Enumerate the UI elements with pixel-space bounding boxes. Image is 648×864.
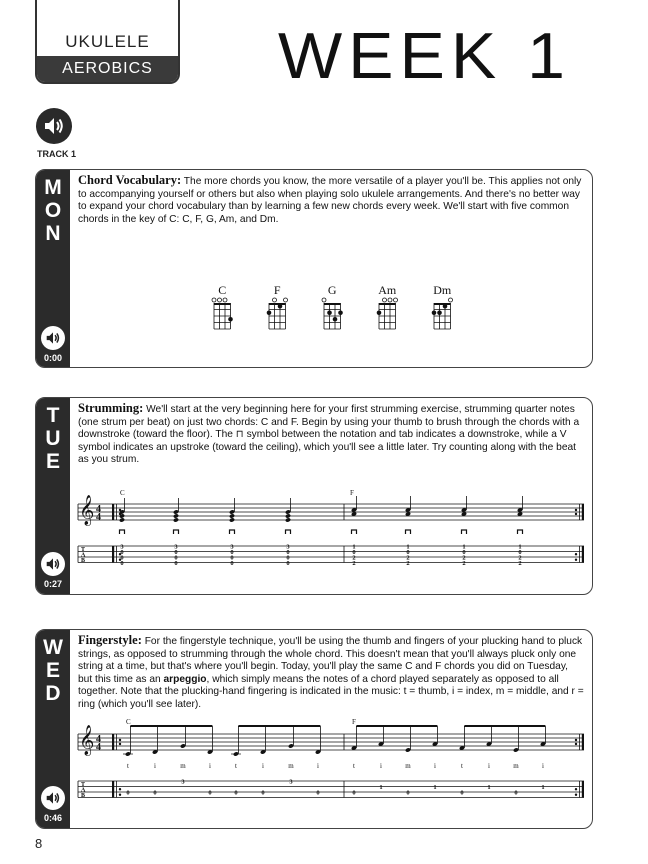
tab-number: 2	[518, 559, 522, 567]
note-head	[285, 517, 291, 522]
day-letters: T U E	[45, 404, 61, 473]
chord-symbol: C	[120, 489, 125, 497]
chord-symbol: C	[126, 718, 131, 726]
day-panel-tue	[35, 397, 593, 595]
fingering-label: t	[235, 762, 237, 770]
repeat-bar	[112, 781, 114, 798]
chord-symbol: F	[350, 489, 354, 497]
open-string-marker	[273, 298, 277, 302]
tab-number: 2	[406, 554, 410, 562]
tue-text: Strumming: We'll start at the very beginning here for your first strumming exercise, strumming quarter notes (one strum per beat) on just two chords: C and F. Begin by using your thumb to brush through the chords with a downstroke (toward the floor). The ⊓ symbol between the notation and tab indicates a downstroke, while a V symbol indicates an upstroke (toward the ceiling), which you'll see a little later. Try counting along with the beat as you strum.	[78, 401, 580, 465]
fingering-label: m	[513, 762, 519, 770]
tab-number: 0	[230, 559, 234, 567]
downstroke-mark	[518, 530, 523, 534]
tab-number: 0	[120, 559, 124, 567]
repeat-dot	[575, 788, 577, 790]
tab-number: 1	[433, 783, 437, 791]
open-string-marker	[394, 298, 398, 302]
treble-clef: 𝄞	[79, 725, 95, 755]
repeat-bar	[582, 781, 584, 798]
track-label: TRACK 1	[37, 149, 77, 159]
fingering-label: i	[262, 762, 264, 770]
downstroke-mark	[286, 530, 291, 534]
tab-number: 0	[316, 789, 320, 797]
note-head	[173, 517, 179, 522]
repeat-bar	[112, 504, 114, 520]
tab-number: 2	[462, 554, 466, 562]
repeat-dot	[119, 739, 121, 741]
page-number: 8	[35, 836, 43, 851]
downstroke-mark	[230, 530, 235, 534]
tab-number: 2	[518, 554, 522, 562]
tab-number: 0	[286, 559, 290, 567]
tab-number: 0	[120, 548, 124, 556]
note-head	[229, 517, 235, 522]
repeat-dot	[575, 553, 577, 555]
tab-number: 0	[153, 789, 157, 797]
note-head	[119, 517, 125, 522]
tab-number: 0	[518, 548, 522, 556]
note-head	[285, 513, 291, 518]
tab-number: 1	[352, 543, 356, 551]
tab-clef: B	[81, 557, 86, 564]
repeat-dot	[575, 559, 577, 561]
repeat-bar	[112, 546, 114, 563]
chord-diagrams	[36, 170, 593, 368]
track-time: 0:46	[43, 813, 62, 823]
tab-number: 0	[208, 789, 212, 797]
fingering-label: i	[209, 762, 211, 770]
downstroke-mark	[174, 530, 179, 534]
tab-number: 0	[174, 554, 178, 562]
tab-number: 0	[230, 548, 234, 556]
tab-number: 0	[286, 548, 290, 556]
finger-dot	[437, 310, 442, 315]
chord-nut	[214, 303, 231, 305]
finger-dot	[443, 304, 448, 309]
time-signature: 4	[96, 512, 101, 523]
repeat-bar	[582, 734, 584, 750]
tab-number: 1	[518, 543, 522, 551]
mon-text: Chord Vocabulary: The more chords you know, the more versatile of a player you'll be. This applies not only to accompanying yourself or others but also when playing solo ukulele arrangements. And there's no better way to expand your chord vocabulary than by learning a few new chords every week. We'll start with five common chords in the key of C: C, F, G, Am, and Dm.	[78, 173, 582, 225]
open-string-marker	[212, 298, 216, 302]
fingering-label: i	[154, 762, 156, 770]
arpeggio-notation	[36, 630, 593, 829]
tab-number: 2	[406, 559, 410, 567]
fingering-label: i	[380, 762, 382, 770]
time-signature: 4	[96, 504, 101, 515]
tab-number: 0	[234, 789, 238, 797]
finger-dot	[228, 317, 233, 322]
brand-top: UKULELE	[65, 32, 150, 51]
repeat-dot	[575, 739, 577, 741]
tab-number: 0	[174, 548, 178, 556]
tab-clef: T	[81, 781, 86, 788]
tab-number: 0	[406, 548, 410, 556]
day-letters: W E D	[43, 636, 63, 705]
fingering-label: m	[288, 762, 294, 770]
open-string-marker	[449, 298, 453, 302]
track-time: 0:27	[43, 579, 62, 589]
open-string-marker	[218, 298, 222, 302]
finger-dot	[267, 310, 272, 315]
chord-nut	[434, 303, 451, 305]
repeat-bar	[112, 734, 114, 750]
chord-nut	[269, 303, 286, 305]
fingering-label: i	[317, 762, 319, 770]
tab-number: 0	[230, 554, 234, 562]
fingering-label: m	[405, 762, 411, 770]
finger-dot	[327, 310, 332, 315]
repeat-dot	[119, 788, 121, 790]
tab-number: 2	[352, 559, 356, 567]
tab-number: 3	[286, 543, 290, 551]
chord-nut	[324, 303, 341, 305]
finger-dot	[377, 310, 382, 315]
tab-number: 0	[261, 789, 265, 797]
tab-number: 0	[462, 548, 466, 556]
chord-label: G	[327, 283, 337, 297]
tab-clef: A	[81, 787, 86, 794]
tab-number: 3	[181, 778, 185, 786]
fingering-label: m	[180, 762, 186, 770]
tab-number: 1	[406, 543, 410, 551]
tab-clef: T	[81, 546, 86, 553]
tab-number: 0	[352, 548, 356, 556]
note-head	[229, 513, 235, 518]
time-signature: 4	[96, 742, 101, 753]
open-string-marker	[284, 298, 288, 302]
repeat-bar	[582, 546, 584, 563]
repeat-dot	[119, 743, 121, 745]
day-letters: M O N	[44, 176, 62, 245]
fingering-label: i	[488, 762, 490, 770]
tab-clef: B	[81, 792, 86, 799]
downstroke-mark	[406, 530, 411, 534]
tab-number: 1	[379, 783, 383, 791]
tab-number: 0	[286, 554, 290, 562]
chord-nut	[379, 303, 396, 305]
chord-label: Dm	[433, 283, 452, 297]
repeat-dot	[575, 509, 577, 511]
tab-number: 0	[514, 789, 518, 797]
open-string-marker	[223, 298, 227, 302]
chord-label: F	[273, 283, 281, 297]
finger-dot	[278, 304, 283, 309]
tab-number: 3	[174, 543, 178, 551]
finger-dot	[338, 310, 343, 315]
finger-dot	[432, 310, 437, 315]
downstroke-mark	[120, 530, 125, 534]
chord-label: C	[218, 283, 227, 297]
open-string-marker	[388, 298, 392, 302]
repeat-dot	[575, 794, 577, 796]
tab-number: 3	[289, 778, 293, 786]
day-panel-mon	[35, 169, 593, 368]
repeat-bar	[582, 504, 584, 520]
fingering-label: i	[434, 762, 436, 770]
tab-number: 0	[352, 789, 356, 797]
tab-number: 3	[230, 543, 234, 551]
tab-number: 0	[126, 789, 130, 797]
fingering-label: i	[542, 762, 544, 770]
time-signature: 4	[96, 734, 101, 745]
treble-clef: 𝄞	[79, 495, 95, 525]
brand-box	[35, 0, 180, 84]
brand-bottom: AEROBICS	[37, 56, 178, 82]
tab-number: 1	[462, 543, 466, 551]
track-time: 0:00	[43, 353, 62, 363]
repeat-dot	[119, 794, 121, 796]
fingering-label: t	[353, 762, 355, 770]
open-string-marker	[383, 298, 387, 302]
chord-symbol: F	[352, 718, 356, 726]
tab-number: 2	[462, 559, 466, 567]
tab-number: 1	[487, 783, 491, 791]
tab-clef: A	[81, 552, 86, 559]
note-head	[173, 513, 179, 518]
wed-text: Fingerstyle: For the fingerstyle technique, you'll be using the thumb and fingers of your plucking hand to pluck strings, as opposed to strumming through the whole chord. This doesn't mean that you'll always pluck only one string at a time, but that's where you'll begin. Today, you'll play the same C and F chords you did on Tuesday, but this time as an arpeggio, which simply means the notes of a chord played separately as opposed to all together. Note that the plucking-hand fingering is indicated in the music: t = thumb, i = index, m = middle, and r = ring (which you'll see later).	[78, 633, 584, 710]
tab-number: 0	[174, 559, 178, 567]
tab-number: 0	[460, 789, 464, 797]
strum-notation	[36, 398, 593, 595]
fingering-label: t	[461, 762, 463, 770]
tab-number: 2	[352, 554, 356, 562]
open-string-marker	[322, 298, 326, 302]
tab-number: 1	[541, 783, 545, 791]
tab-number: 3	[120, 543, 124, 551]
fingering-label: t	[127, 762, 129, 770]
repeat-dot	[575, 743, 577, 745]
tab-number: 0	[406, 789, 410, 797]
downstroke-mark	[462, 530, 467, 534]
chord-label: Am	[378, 283, 397, 297]
day-panel-wed	[35, 629, 593, 829]
page-title: WEEK 1	[278, 19, 571, 93]
tab-number: 0	[120, 554, 124, 562]
downstroke-mark	[352, 530, 357, 534]
repeat-dot	[575, 513, 577, 515]
finger-dot	[333, 317, 338, 322]
track-speaker-icon[interactable]	[36, 108, 72, 144]
